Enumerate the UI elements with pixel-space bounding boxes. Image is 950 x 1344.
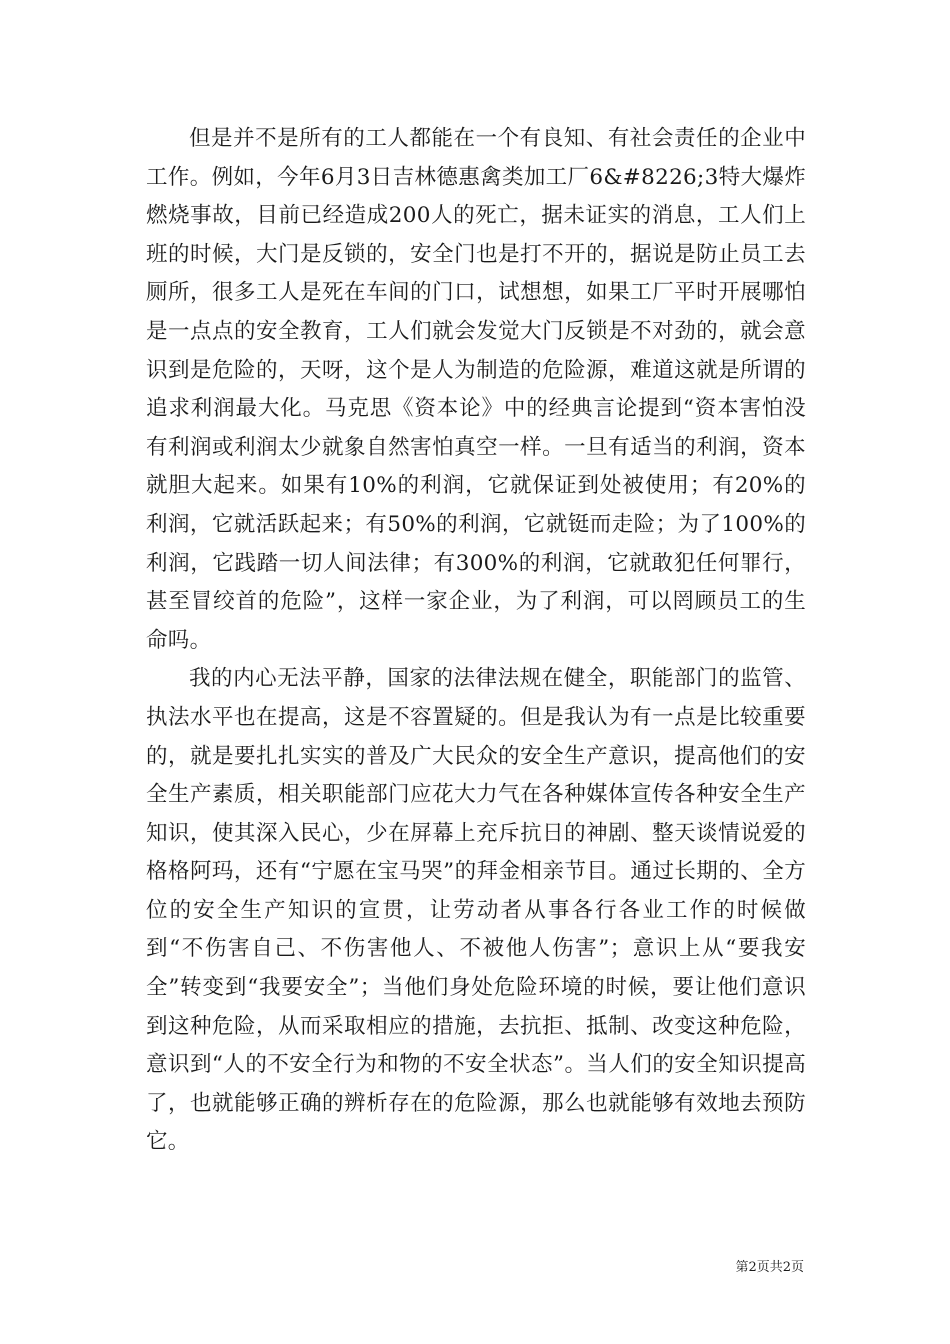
document-body	[146, 120, 806, 1162]
paragraph-1: 但是并不是所有的工人都能在一个有良知、有社会责任的企业中工作。例如，今年6月3日吉林德惠禽类加工厂6&#8226;3特大爆炸燃烧事故，目前已经造成200人的死亡，据未证实的消息，工人们上班的时候，大门是反锁的，安全门也是打不开的，据说是防止员工去厕所，很多工人是死在车间的门口，试想想，如果工厂平时开展哪怕是一点点的安全教育，工人们就会发觉大门反锁是不对劲的，就会意识到是危险的，天呀，这个是人为制造的危险源，难道这就是所谓的追求利润最大化。马克思《资本论》中的经典言论提到“资本害怕没有利润或利润太少就象自然害怕真空一样。一旦有适当的利润，资本就胆大起来。如果有10%的利润，它就保证到处被使用；有20%的利润，它就活跃起来；有50%的利润，它就铤而走险；为了100%的利润，它践踏一切人间法律；有300%的利润，它就敢犯任何罪行，甚至冒绞首的危险”，这样一家企业，为了利润，可以罔顾员工的生命吗。	[146, 126, 806, 653]
page-number: 第2页共2页	[735, 1260, 804, 1275]
paragraph-2: 我的内心无法平静，国家的法律法规在健全，职能部门的监管、执法水平也在提高，这是不容置疑的。但是我认为有一点是比较重要的，就是要扎扎实实的普及广大民众的安全生产意识，提高他们的安全生产素质，相关职能部门应花大力气在各种媒体宣传各种安全生产知识，使其深入民心，少在屏幕上充斥抗日的神剧、整天谈情说爱的格格阿玛，还有“宁愿在宝马哭”的拜金相亲节目。通过长期的、全方位的安全生产知识的宣贯，让劳动者从事各行各业工作的时候做到“不伤害自己、不伤害他人、不被他人伤害”；意识上从“要我安全”转变到“我要安全”；当他们身处危险环境的时候，要让他们意识到这种危险，从而采取相应的措施，去抗拒、抵制、改变这种危险，意识到“人的不安全行为和物的不安全状态”。当人们的安全知识提高了，也就能够正确的辨析存在的危险源，那么也就能够有效地去预防它。	[146, 666, 806, 1155]
